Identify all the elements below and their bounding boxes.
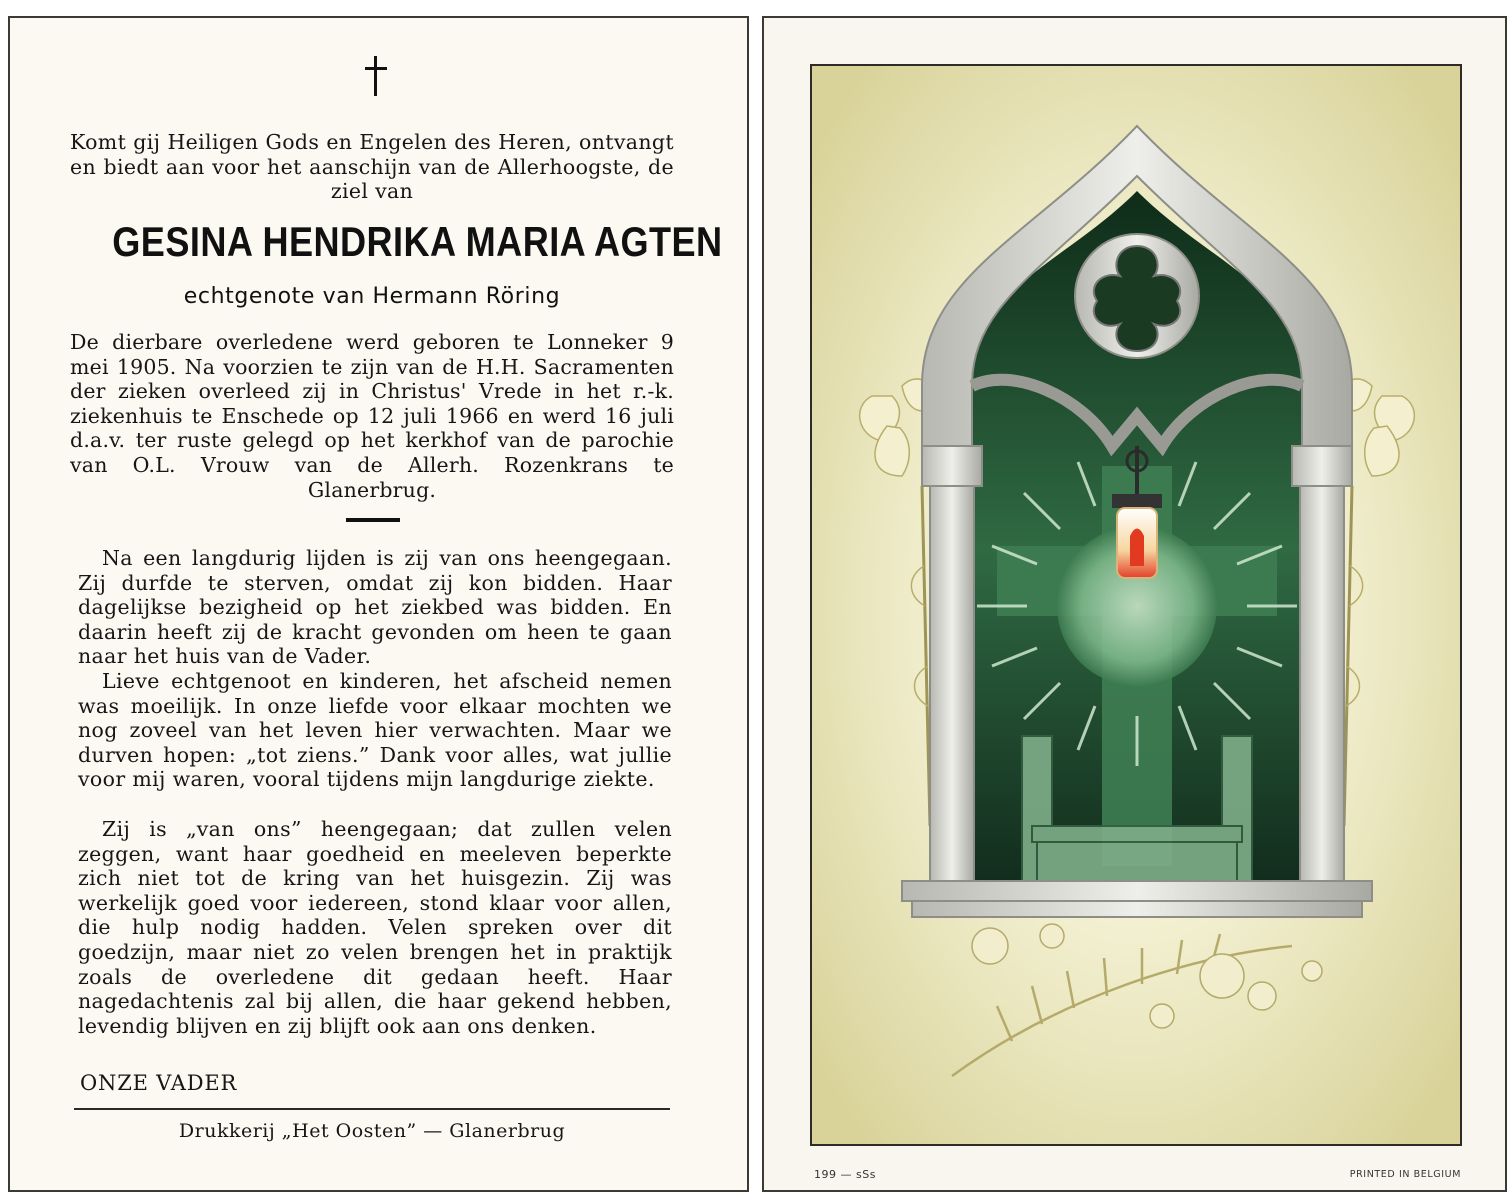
divider [346,518,400,522]
prayer-onze-vader: ONZE VADER [80,1071,238,1095]
paragraph-1: Na een langdurig lijden is zij van ons heengegaan. Zij durfde te sterven, omdat zij kon bidden. Haar dagelijkse bezigheid op het ziekbed was bidden. En daarin heeft zij de kracht gevonden om heen te gaan naar het huis van de Vader. [78,546,672,669]
paragraph-2: Lieve echtgenoot en kinderen, het afscheid nemen was moeilijk. In onze liefde voor elkaar mochten we nog zoveel van het leven hier verwachten. Maar we durven hopen: „tot ziens.” Dank voor alles, wat jullie voor mij waren, vooral tijdens mijn langdurige ziekte. [78,669,672,792]
cross-icon [362,56,390,112]
card-code: 199 — sSs [814,1168,876,1181]
devotional-image [810,64,1462,1146]
deceased-name: GESINA HENDRIKA MARIA AGTEN [112,218,723,265]
footer-rule [74,1108,670,1110]
invocation-text: Komt gij Heiligen Gods en Engelen des Heren, ontvangt en biedt aan voor het aanschijn van de Allerhoogste, de ziel van [70,130,674,204]
paragraph-3: Zij is „van ons” heengegaan; dat zullen velen zeggen, want haar goedheid en meeleven beperkte zich niet tot de kring van het huisgezin. Zij was werkelijk goed voor iedereen, stond klaar voor allen, die hulp nodig hadden. Velen spreken over dit goedzijn, maar niet zo velen brengen het in praktijk zoals de overledene dit gedaan heeft. Haar nagedachtenis zal bij allen, die haar gekend hebben, levendig blijven en zij blijft ook aan ons denken. [78,817,672,1038]
gothic-niche-illustration [812,66,1460,1144]
printer-credit: Drukkerij „Het Oosten” — Glanerbrug [178,1120,566,1142]
spouse-line: echtgenote van Hermann Röring [183,284,561,309]
biography-text: De dierbare overledene werd geboren te Lonneker 9 mei 1905. Na voorzien te zijn van de H.H. Sacramenten der zieken overleed zij in Christus' Vrede in het r.-k. ziekenhuis te Enschede op 12 juli 1966 en werd 16 juli d.a.v. ter ruste gelegd op het kerkhof van de parochie van O.L. Vrouw van de Allerh. Rozenkrans te Glanerbrug. [70,330,674,502]
printed-in-label: PRINTED IN BELGIUM [1349,1169,1461,1180]
